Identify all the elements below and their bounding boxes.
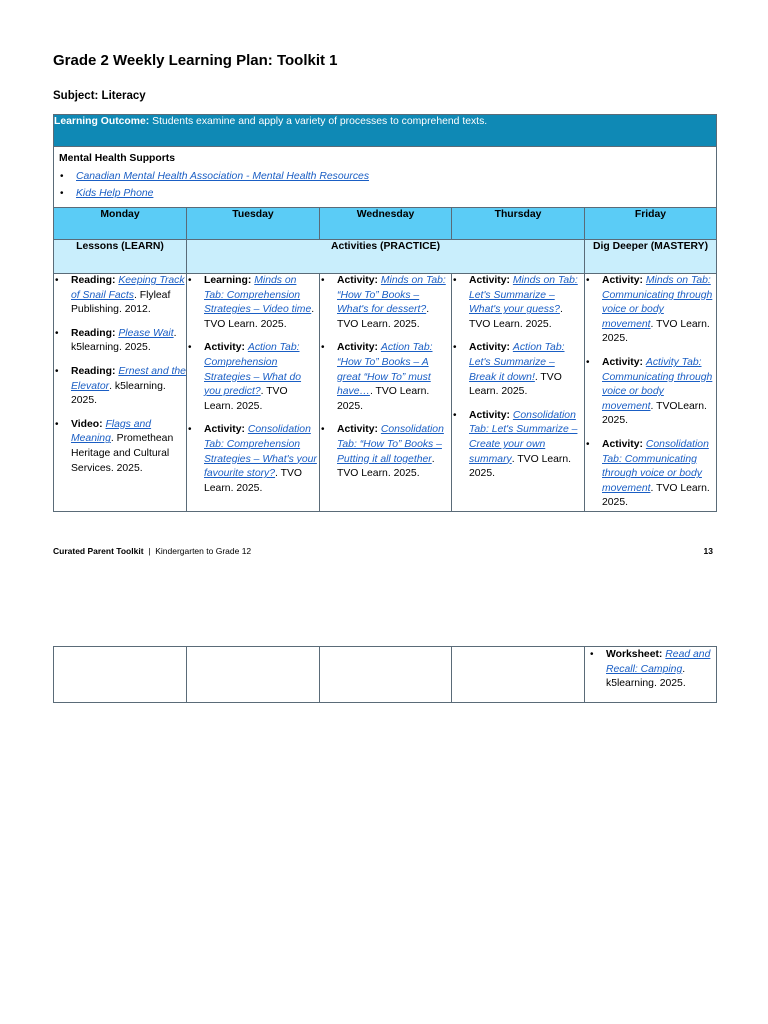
item-label: Activity: — [204, 342, 245, 354]
resource-source: . TVO Learn. 2025. — [337, 386, 430, 412]
item-label: Activity: — [602, 356, 643, 368]
list-item — [187, 341, 319, 414]
list-item — [585, 356, 716, 429]
day-header-tuesday: Tuesday — [187, 208, 320, 240]
tuesday-cell — [187, 274, 320, 512]
list-item — [54, 274, 186, 318]
list-item — [452, 274, 584, 332]
resource-source: . TVO Learn. 2025. — [204, 468, 302, 494]
resource-link[interactable]: Consolidation Tab: Let's Summarize – Create your own summary — [469, 409, 578, 465]
cmha-resources-link[interactable]: Canadian Mental Health Association - Mental Health Resources — [76, 170, 370, 182]
mental-health-supports — [54, 147, 717, 208]
resource-link[interactable]: Flags and Meaning — [71, 418, 152, 445]
item-label: Activity: — [602, 438, 643, 450]
resource-link[interactable]: Consolidation Tab: “How To” Books – Putting it all together — [337, 424, 444, 465]
list-item — [59, 170, 710, 185]
resource-source: . Flyleaf Publishing. 2012. — [71, 289, 171, 316]
resource-link[interactable]: Ernest and the Elevator — [71, 365, 186, 392]
kids-help-phone-link[interactable]: Kids Help Phone — [76, 188, 154, 200]
resource-link[interactable]: Consolidation Tab: Comprehension Strategies – What's your favourite story? — [204, 424, 317, 480]
list-item — [320, 341, 451, 414]
day-header-thursday: Thursday — [452, 208, 585, 240]
friday-cell — [585, 274, 717, 512]
friday-cell-continued — [585, 647, 717, 703]
learning-outcome — [54, 115, 717, 147]
list-item — [187, 274, 319, 332]
thursday-cell — [452, 274, 585, 512]
list-item — [54, 327, 186, 356]
page-footer — [53, 546, 713, 556]
category-learn: Lessons (LEARN) — [54, 240, 187, 274]
tuesday-cell-continued — [187, 647, 320, 703]
resource-link[interactable]: Action Tab: Comprehension Strategies – What do you predict? — [204, 342, 302, 398]
list-item — [59, 187, 710, 202]
list-item — [54, 365, 186, 409]
item-label: Learning: — [204, 275, 252, 286]
resource-link[interactable]: Please Wait — [118, 327, 174, 339]
item-label: Reading: — [71, 365, 116, 377]
resource-source: . TVO Learn. 2025. — [602, 482, 710, 509]
resource-link[interactable]: Minds on Tab: “How To” Books – What's for dessert? — [337, 275, 446, 316]
monday-cell — [54, 274, 187, 512]
day-header-monday: Monday — [54, 208, 187, 240]
item-label: Activity: — [337, 275, 378, 286]
list-item — [452, 409, 584, 482]
resource-link[interactable]: Activity Tab: Communicating through voice or body movement — [602, 356, 713, 412]
list-item — [54, 418, 186, 476]
resource-source: . TVO Learn. 2025. — [337, 453, 435, 480]
resource-link[interactable]: Minds on Tab: Communicating through voice or body movement — [602, 275, 713, 330]
category-mastery: Dig Deeper (MASTERY) — [585, 240, 717, 274]
footer-range: Kindergarten to Grade 12 — [155, 546, 252, 556]
footer-brand: Curated Parent Toolkit — [53, 546, 144, 556]
resource-link[interactable]: Action Tab: Let's Summarize – Break it down! — [469, 342, 565, 383]
list-item — [320, 274, 451, 332]
resource-source: . TVO Learn. 2025. — [204, 386, 288, 412]
resource-source: . TVO Learn. 2025. — [337, 304, 430, 330]
item-label: Activity: — [469, 342, 510, 354]
item-label: Activity: — [204, 424, 245, 436]
list-item — [452, 341, 584, 399]
wednesday-cell-continued — [320, 647, 452, 703]
item-label: Activity: — [337, 342, 378, 354]
weekly-plan-table-continued — [53, 646, 717, 703]
resource-source: . TVOLearn. 2025. — [602, 400, 707, 427]
resource-source: . k5learning. 2025. — [71, 327, 177, 354]
item-label: Activity: — [469, 409, 510, 421]
resource-source: . TVO Learn. 2025. — [469, 304, 563, 330]
item-label: Worksheet: — [606, 649, 663, 660]
category-practice: Activities (PRACTICE) — [187, 240, 585, 274]
learning-outcome-label: Learning Outcome: — [54, 116, 150, 127]
list-item — [320, 423, 451, 481]
resource-source: . TVO Learn. 2025. — [469, 453, 572, 480]
resource-link[interactable]: Keeping Track of Snail Facts — [71, 275, 185, 301]
page-number: 13 — [703, 546, 713, 556]
item-label: Video: — [71, 418, 103, 430]
resource-link[interactable]: Read and Recall: Camping — [606, 649, 711, 675]
resource-link[interactable]: Action Tab: “How To” Books – A great “How To” must have… — [337, 342, 433, 398]
resource-source: . k5learning. 2025. — [606, 663, 686, 690]
item-label: Activity: — [602, 275, 643, 286]
resource-source: . Promethean Heritage and Cultural Services. 2025. — [71, 433, 174, 474]
list-item — [589, 648, 712, 692]
resource-link[interactable]: Minds on Tab: Let's Summarize – What's your guess? — [469, 275, 578, 316]
resource-source: . k5learning. 2025. — [71, 380, 166, 407]
day-header-friday: Friday — [585, 208, 717, 240]
item-label: Reading: — [71, 327, 116, 339]
monday-cell-continued — [54, 647, 187, 703]
learning-outcome-text: Students examine and apply a variety of processes to comprehend texts. — [149, 116, 488, 127]
mental-health-heading: Mental Health Supports — [59, 153, 176, 164]
day-header-wednesday: Wednesday — [320, 208, 452, 240]
item-label: Reading: — [71, 275, 116, 286]
thursday-cell-continued — [452, 647, 585, 703]
list-item — [585, 274, 716, 347]
weekly-plan-table — [53, 114, 717, 512]
resource-source: . TVO Learn. 2025. — [602, 318, 710, 345]
resource-link[interactable]: Consolidation Tab: Communicating through voice or body movement — [602, 438, 709, 494]
wednesday-cell — [320, 274, 452, 512]
resource-source: . TVO Learn. 2025. — [204, 304, 315, 330]
resource-source: . TVO Learn. 2025. — [469, 371, 562, 398]
list-item — [585, 438, 716, 511]
footer-separator: | — [148, 546, 151, 556]
subject-label: Subject: Literacy — [53, 90, 146, 102]
item-label: Activity: — [337, 424, 378, 436]
item-label: Activity: — [469, 275, 510, 286]
page-title: Grade 2 Weekly Learning Plan: Toolkit 1 — [53, 52, 338, 69]
resource-link[interactable]: Minds on Tab: Comprehension Strategies – Video time — [204, 275, 312, 316]
list-item — [187, 423, 319, 496]
